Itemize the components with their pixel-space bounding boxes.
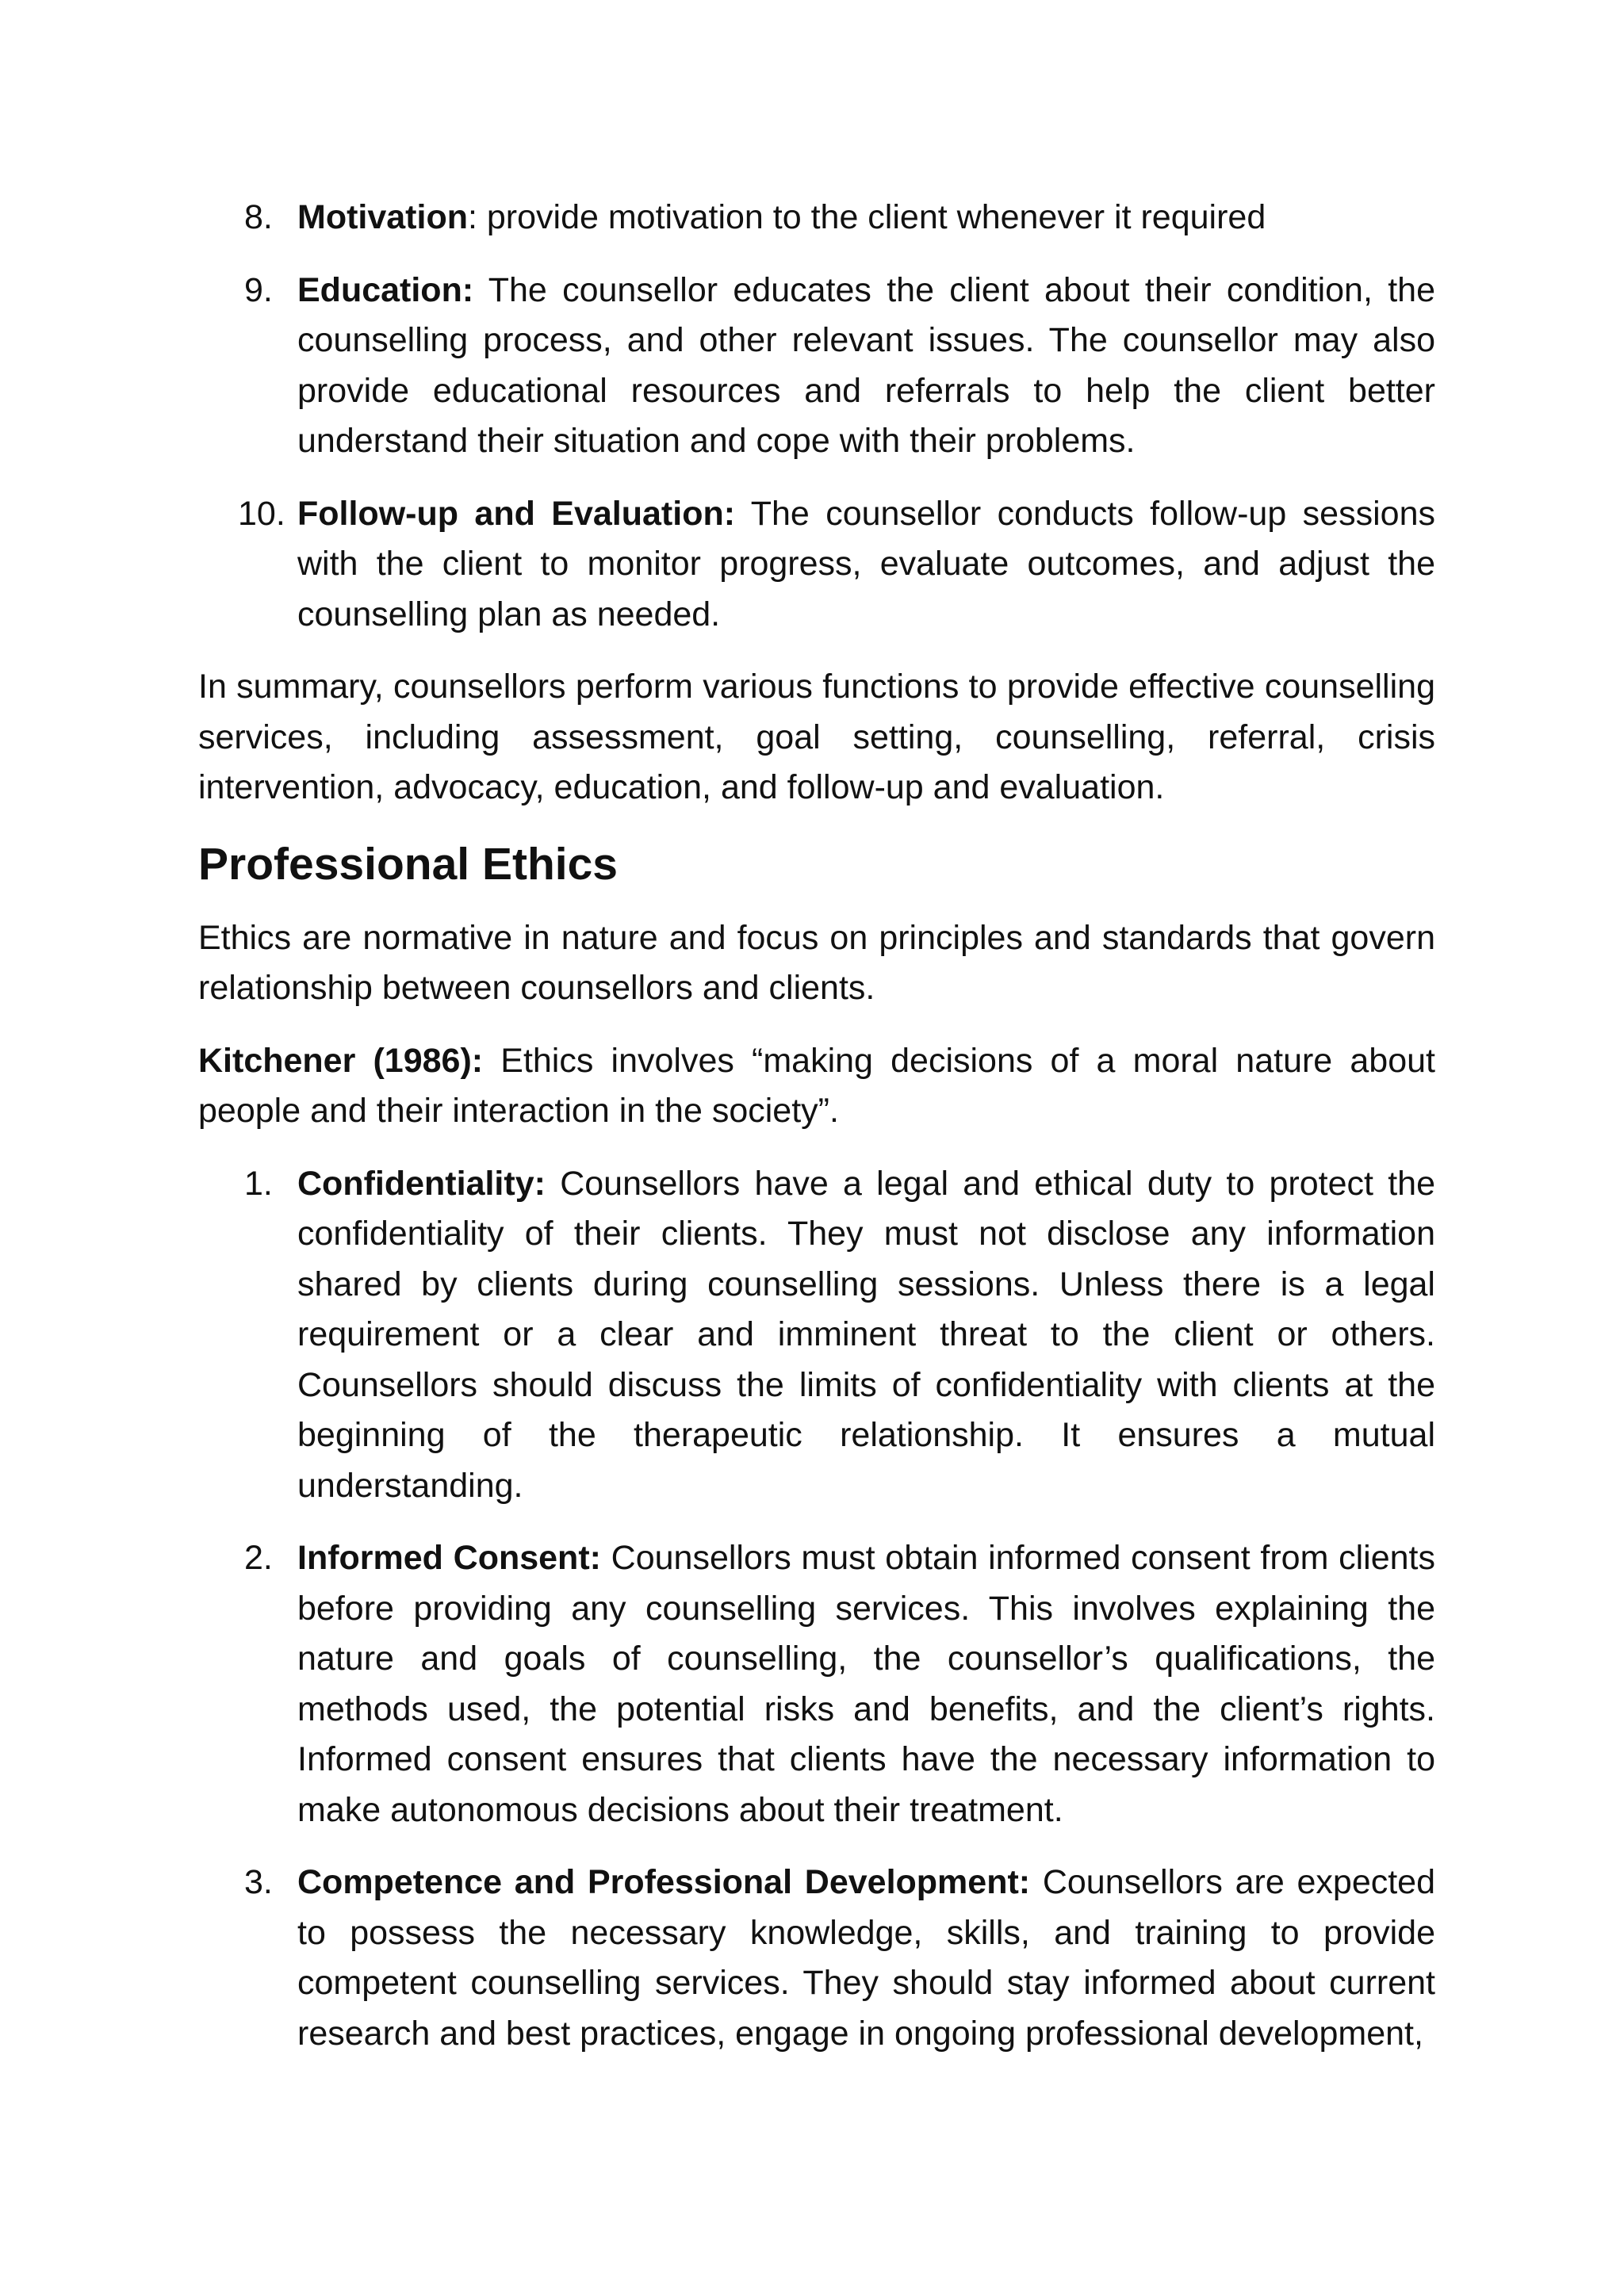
list-item-follow-up bbox=[198, 489, 1435, 641]
list-number: 8. bbox=[244, 198, 273, 236]
list-number: 1. bbox=[244, 1164, 273, 1203]
ethics-list bbox=[198, 1159, 1435, 2060]
list-item-informed-consent bbox=[198, 1533, 1435, 1835]
item-label: Competence and Professional Development: bbox=[297, 1863, 1031, 1901]
list-number: 9. bbox=[244, 270, 273, 309]
item-label: Confidentiality: bbox=[297, 1164, 546, 1203]
item-label: Education: bbox=[297, 270, 474, 309]
list-item-education bbox=[198, 266, 1435, 467]
item-text: The counsellor educates the client about their condition, the counselling process, and other relevant issues. The counsellor may also provide educational resources and referrals to help the client better understand their situation and cope with their problems. bbox=[297, 270, 1435, 460]
functions-list-continued bbox=[198, 193, 1435, 640]
item-label: Motivation bbox=[297, 198, 468, 236]
list-number: 10. bbox=[238, 494, 285, 533]
page-content bbox=[198, 193, 1435, 2081]
list-item-competence bbox=[198, 1858, 1435, 2059]
list-number: 2. bbox=[244, 1539, 273, 1577]
item-label: Informed Consent: bbox=[297, 1539, 601, 1577]
item-text: The counsellor conducts follow-up sessions with the client to monitor progress, evaluate outcomes, and adjust the counselling plan as needed. bbox=[297, 494, 1435, 633]
item-text: Counsellors are expected to possess the necessary knowledge, skills, and training to provide competent counselling services. They should stay informed about current research and best practices, engage in ongoing professional development, bbox=[297, 1863, 1436, 2053]
summary-paragraph: In summary, counsellors perform various functions to provide effective counselling services, including assessment, goal setting, counselling, referral, crisis intervention, advocacy, education, and follow-up and evaluation. bbox=[198, 668, 1435, 806]
list-number: 3. bbox=[244, 1863, 273, 1901]
list-item-motivation bbox=[198, 193, 1435, 243]
item-text: Counsellors must obtain informed consent from clients before providing any counselling services. This involves explaining the nature and goals of counselling, the counsellor’s qualifications, the methods used, the potential risks and benefits, and the client’s rights. Informed consent ensures that clients have the necessary information to make autonomous decisions about their treatment. bbox=[297, 1539, 1435, 1829]
item-label: Follow-up and Evaluation: bbox=[297, 494, 736, 533]
item-text: Counsellors have a legal and ethical duty to protect the confidentiality of their clients. They must not disclose any information shared by clients during counselling sessions. Unless there is a legal requirement or a clear and imminent threat to the client or others. Counsellors should discuss the limits of confidentiality with clients at the beginning of the therapeutic relationship. It ensures a mutual understanding. bbox=[297, 1164, 1435, 1505]
citation-label: Kitchener (1986): bbox=[198, 1041, 484, 1080]
kitchener-definition bbox=[198, 1036, 1435, 1137]
definition-text: Ethics involves “making decisions of a moral nature about people and their interaction in the society”. bbox=[198, 1041, 1435, 1130]
ethics-intro-paragraph: Ethics are normative in nature and focus on principles and standards that govern relationship between counsellors and clients. bbox=[198, 918, 1435, 1007]
item-text: : provide motivation to the client whenever it required bbox=[467, 198, 1266, 236]
list-item-confidentiality bbox=[198, 1159, 1435, 1512]
section-heading: Professional Ethics bbox=[198, 838, 619, 890]
